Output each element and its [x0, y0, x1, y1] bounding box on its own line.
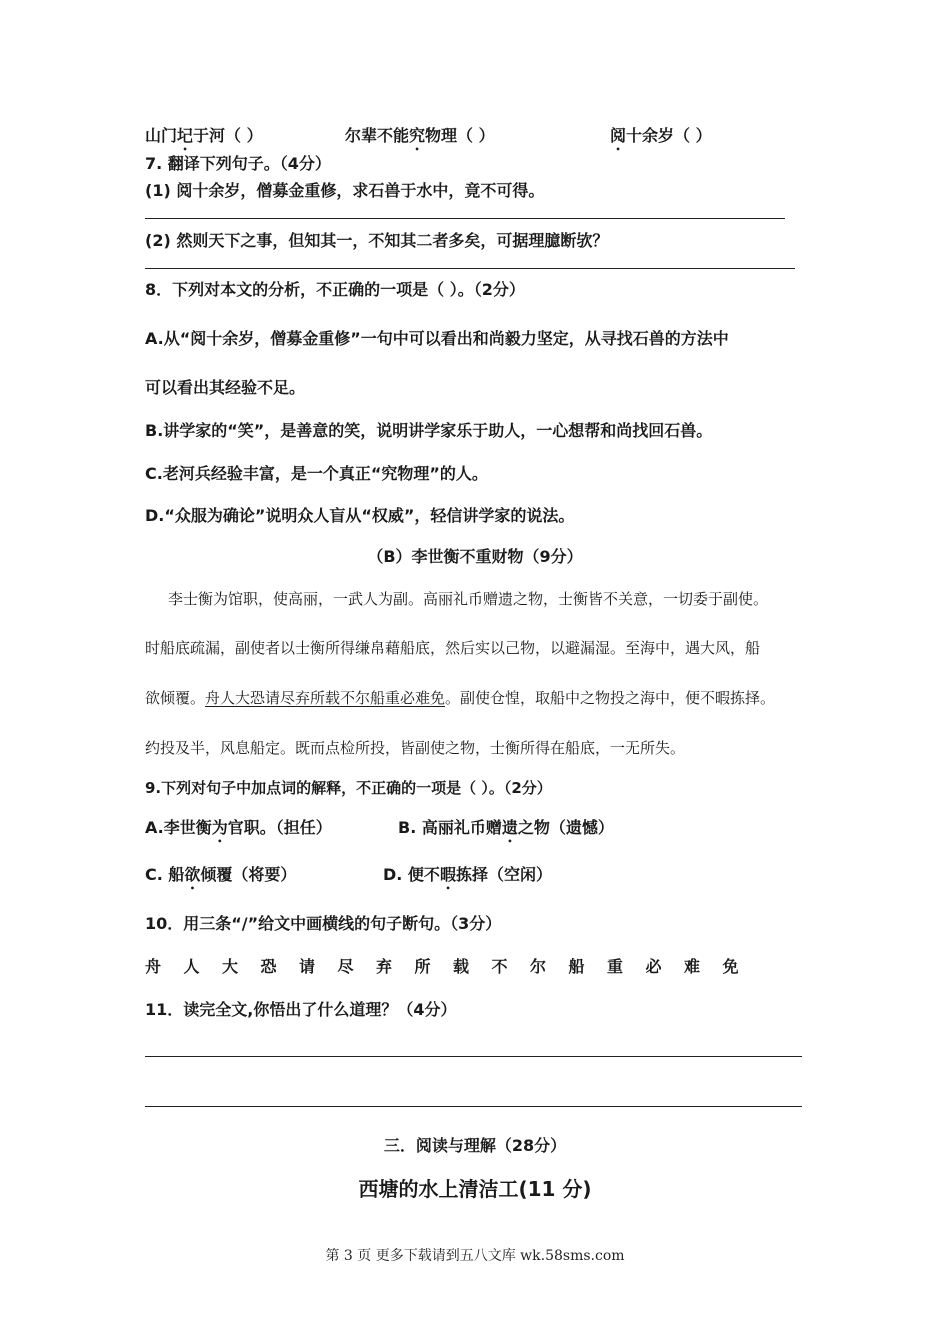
q11-title: 11．读完全文,你悟出了什么道理？（4分）	[145, 1000, 457, 1019]
answer-line	[145, 1056, 802, 1057]
q6-item-2-dot-char: 究	[409, 126, 426, 145]
article-title: 西塘的水上清洁工(11 分)	[358, 1177, 592, 1201]
q9-option-b	[398, 815, 614, 846]
q10-char: 船	[568, 957, 585, 976]
q10-char: 免	[722, 957, 739, 976]
q8-option-d: D.“众服为确论”说明众人盲从“权威”，轻信讲学家的说法。	[145, 506, 575, 525]
passage-b-line-3-pre: 欲倾覆。	[145, 689, 206, 707]
q8-option-a-line-2: 可以看出其经验不足。	[145, 378, 306, 397]
q7-sentence-1: (1) 阅十余岁，僧募金重修，求石兽于水中，竟不可得。	[145, 181, 545, 200]
q9-option-d-dot-char: 暇	[439, 865, 456, 884]
q6-item-1	[145, 123, 263, 154]
q6-item-1-post: 于河（ ）	[193, 126, 263, 145]
q9-option-c-dot-char: 欲	[184, 865, 201, 884]
q9-option-d-post: 拣择（空闲）	[455, 865, 552, 884]
q6-item-1-pre: 山门	[145, 126, 178, 145]
q6-item-2-pre: 尔辈不能	[345, 126, 410, 145]
q9-option-c	[145, 862, 296, 893]
q10-char: 弃	[376, 957, 393, 976]
q8-option-a-line-1: A.从“阅十余岁，僧募金重修”一句中可以看出和尚毅力坚定，从寻找石兽的方法中	[145, 329, 729, 348]
q10-title: 10．用三条“/”给文中画横线的句子断句。（3分）	[145, 914, 502, 933]
q9-option-a	[145, 815, 332, 846]
q6-item-3	[610, 123, 712, 154]
q7-sentence-2: (2) 然则天下之事，但知其一，不知其二者多矣，可据理臆断欤？	[145, 231, 609, 250]
answer-line	[145, 268, 795, 269]
q10-char: 大	[222, 957, 239, 976]
q9-option-b-pre: B. 高丽礼币赠	[398, 818, 502, 837]
passage-b-line-1: 李士衡为馆职，使高丽，一武人为副。高丽礼币赠遗之物，士衡皆不关意，一切委于副使。	[168, 590, 769, 608]
page-footer: 第 3 页 更多下载请到五八文库 wk.58sms.com	[325, 1248, 625, 1264]
q10-char: 不	[491, 957, 508, 976]
q6-item-2-post: 物理（ ）	[425, 126, 495, 145]
q8-option-b: B.讲学家的“笑”，是善意的笑，说明讲学家乐于助人，一心想帮和尚找回石兽。	[145, 421, 713, 440]
q10-char: 重	[607, 957, 624, 976]
passage-b-line-3	[145, 687, 775, 708]
q8-title: 8．下列对本文的分析，不正确的一项是（ ）。（2分）	[145, 280, 525, 299]
q9-option-c-pre: C. 船	[145, 865, 185, 884]
q9-option-d-pre: D. 便不	[383, 865, 440, 884]
section-3-title: 三．阅读与理解（28分）	[383, 1136, 567, 1155]
q10-char: 尽	[337, 957, 354, 976]
q9-option-a-post: 官职。（担任）	[227, 818, 332, 837]
q6-item-2	[345, 123, 495, 154]
q10-char: 恐	[260, 957, 277, 976]
passage-b-line-2: 时船底疏漏，副使者以士衡所得缣帛藉船底，然后实以己物，以避漏湿。至海中，遇大风，船	[145, 639, 761, 657]
q6-item-1-dot-char: 圮	[177, 126, 194, 145]
q9-title: 9.下列对句子中加点词的解释，不正确的一项是（ ）。（2分）	[145, 779, 552, 797]
q9-option-d	[383, 862, 552, 893]
q8-option-c: C.老河兵经验丰富，是一个真正“究物理”的人。	[145, 464, 488, 483]
q7-title: 7. 翻译下列句子。（4分）	[145, 154, 331, 173]
q9-option-c-post: 倾覆（将要）	[200, 865, 297, 884]
q6-item-3-dot-char: 阅	[610, 126, 627, 145]
q10-char: 必	[645, 957, 662, 976]
underlined-sentence: 舟人大恐请尽弃所载不尔船重必难免	[205, 689, 446, 707]
q6-item-3-post: 十余岁（ ）	[626, 126, 712, 145]
q10-char: 载	[453, 957, 470, 976]
q9-option-a-pre: A.李世衡	[145, 818, 212, 837]
q10-char: 难	[684, 957, 701, 976]
q9-option-b-post: 之物（遗憾）	[517, 818, 614, 837]
q10-sentence-chars	[145, 954, 761, 977]
q10-char: 人	[183, 957, 200, 976]
answer-line	[145, 218, 785, 219]
q10-char: 请	[299, 957, 316, 976]
passage-b-title: （B）李世衡不重财物（9分）	[367, 547, 583, 566]
q9-option-b-dot-char: 遗	[501, 818, 518, 837]
passage-b-line-3-post: 。副使仓惶，取船中之物投之海中，便不暇拣择。	[445, 689, 776, 707]
q10-char: 舟	[145, 957, 162, 976]
q10-char: 尔	[530, 957, 547, 976]
answer-line	[145, 1106, 802, 1107]
passage-b-line-4: 约投及半，风息船定。既而点检所投，皆副使之物，士衡所得在船底，一无所失。	[145, 739, 686, 757]
q10-char: 所	[414, 957, 431, 976]
q9-option-a-dot-char: 为	[211, 818, 228, 837]
